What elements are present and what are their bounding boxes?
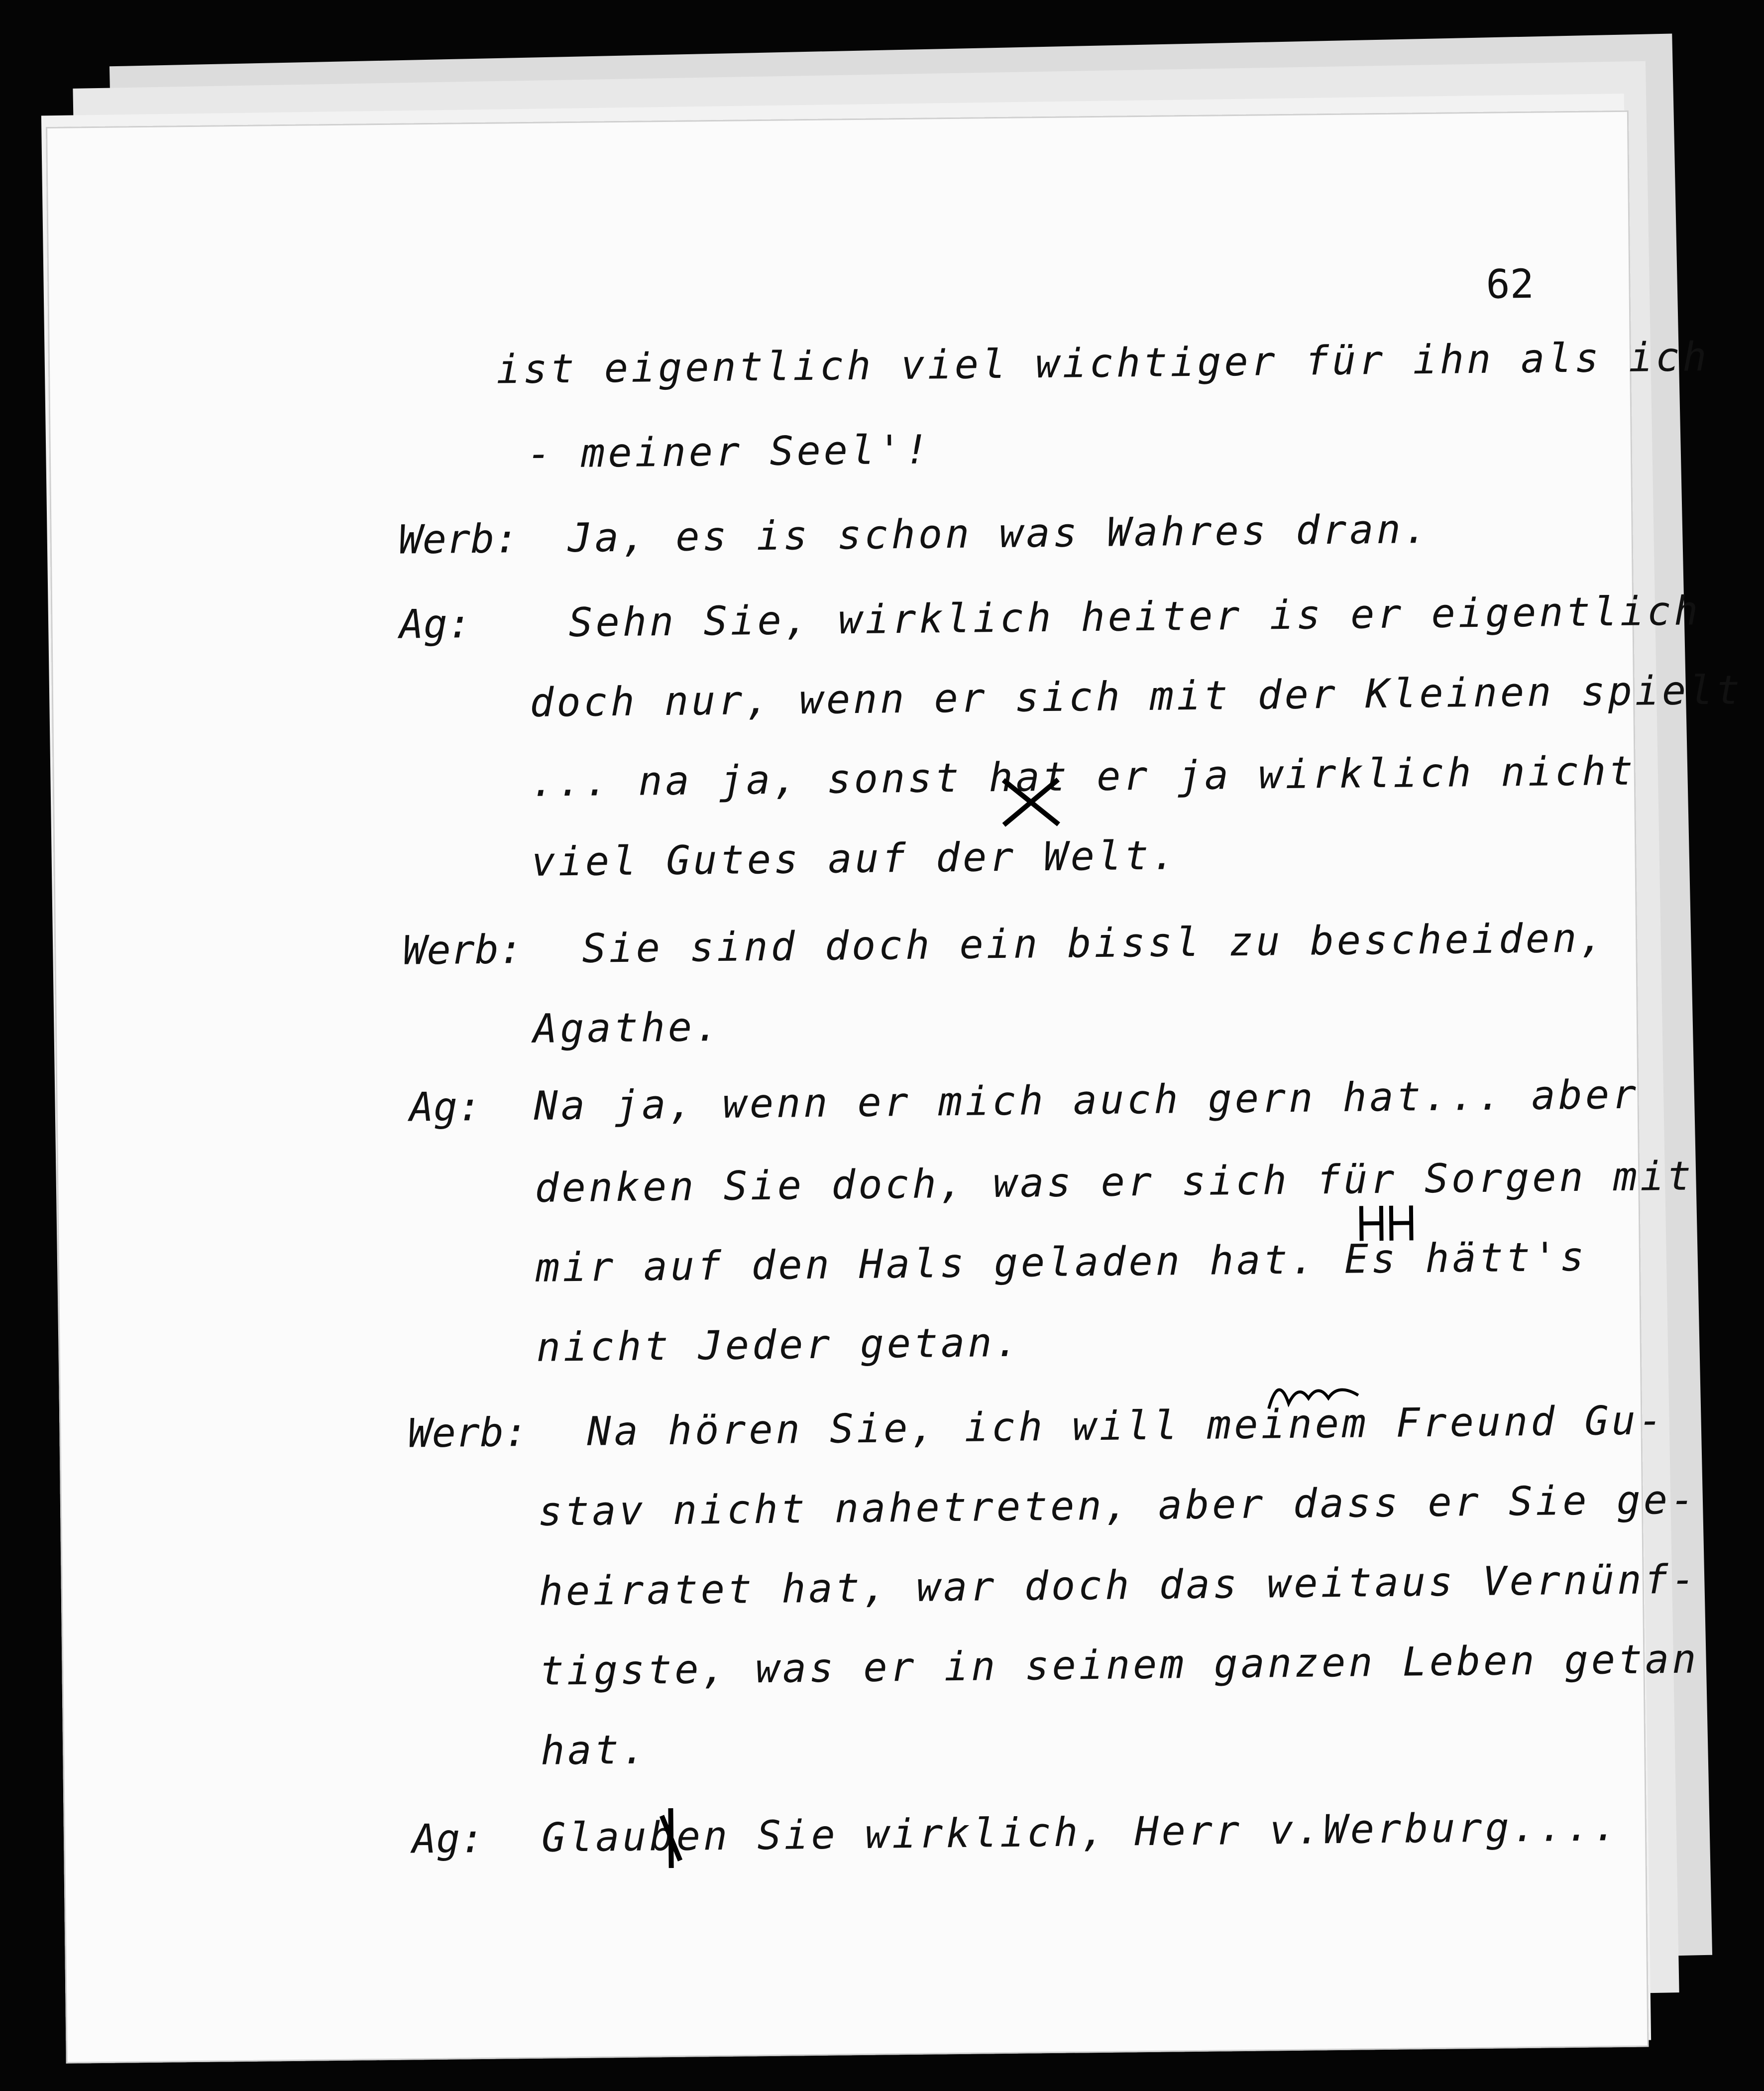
speaker-label: Werb: (402, 926, 523, 974)
script-line: Sie sind doch ein bissl zu bescheiden, (581, 915, 1607, 972)
script-line: ist eigentlich viel wichtiger für ihn als ich (496, 334, 1710, 393)
speaker-label: Ag: (399, 600, 472, 648)
script-line: doch nur, wenn er sich mit der Kleinen spielt (529, 667, 1743, 726)
script-line: denken Sie doch, was er sich für Sorgen mit (534, 1153, 1694, 1211)
script-line: ... na ja, sonst hat er ja wirklich nicht (530, 747, 1636, 806)
correction-mark (1351, 1203, 1417, 1243)
speaker-label: Ag: (412, 1815, 485, 1862)
script-line: tigste, was er in seinem ganzen Leben getan (540, 1635, 1699, 1694)
speaker-label: Ag: (409, 1083, 482, 1131)
strike-through-mark (998, 775, 1064, 830)
script-line: hat. (540, 1726, 649, 1774)
script-line: stav nicht nahetreten, aber dass er Sie ge- (538, 1476, 1698, 1535)
speaker-label: Werb: (408, 1409, 528, 1457)
page-number: 62 (1485, 260, 1535, 308)
script-line: viel Gutes auf der Welt. (531, 832, 1179, 885)
script-line: Ja, es is schon was Wahres dran. (567, 505, 1431, 562)
typescript-page (46, 111, 1743, 2064)
script-line: heiratet hat, war doch das weitaus Vernünf- (539, 1556, 1699, 1615)
handwritten-insert-mark (1263, 1368, 1363, 1413)
script-line: nicht Jeder getan. (536, 1319, 1022, 1371)
script-line: - meiner Seel'! (527, 426, 932, 477)
script-line: Sehn Sie, wirklich heiter is er eigentlich (568, 587, 1701, 646)
script-line: Na hören Sie, ich will meinem Freund Gu- (587, 1397, 1666, 1455)
script-line: Na ja, wenn er mich auch gern hat... aber (534, 1071, 1640, 1129)
speaker-label: Werb: (398, 515, 519, 563)
script-line: Agathe. (533, 1003, 722, 1052)
script-line: Glauben Sie wirklich, Herr v.Werburg.... (541, 1803, 1620, 1861)
typo-correction-mark (656, 1806, 686, 1871)
script-line: mir auf den Hals geladen hat. Es hätt's (535, 1233, 1587, 1291)
